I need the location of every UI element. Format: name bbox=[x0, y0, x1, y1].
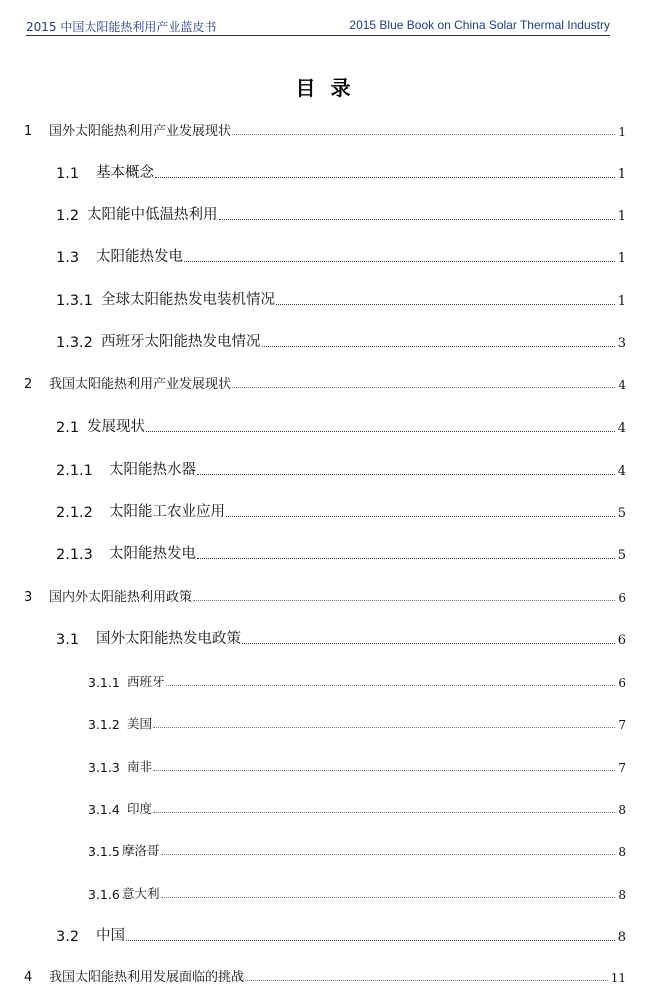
toc-leader bbox=[197, 558, 615, 559]
toc-page-number: 1 bbox=[617, 209, 626, 224]
toc-entry[interactable] bbox=[56, 459, 626, 479]
toc-leader bbox=[232, 387, 615, 388]
toc-entry[interactable] bbox=[24, 587, 626, 605]
toc-number: 2 bbox=[24, 377, 33, 392]
toc-leader bbox=[146, 431, 615, 432]
toc-entry[interactable] bbox=[24, 374, 626, 392]
toc-leader bbox=[226, 516, 615, 517]
toc-text: 国内外太阳能热利用政策 bbox=[49, 590, 193, 605]
toc-leader bbox=[262, 346, 615, 347]
toc-text: 我国太阳能热利用发展面临的挑战 bbox=[49, 970, 245, 985]
toc-number: 3.1.5 bbox=[88, 844, 120, 859]
toc-page-number: 8 bbox=[618, 845, 626, 859]
toc-number: 2.1.3 bbox=[56, 547, 93, 563]
toc-text: 西班牙太阳能热发电情况 bbox=[101, 334, 261, 350]
toc-number: 1.3 bbox=[56, 250, 80, 266]
toc-page-number: 6 bbox=[618, 676, 626, 690]
toc-leader bbox=[153, 770, 615, 771]
header-title-en: 2015 Blue Book on China Solar Thermal Industry bbox=[349, 18, 610, 32]
toc-leader bbox=[184, 261, 615, 262]
header-rule bbox=[26, 35, 610, 36]
toc-entry[interactable] bbox=[88, 714, 626, 732]
toc-text: 国外太阳能热利用产业发展现状 bbox=[49, 124, 232, 139]
toc-leader bbox=[193, 600, 615, 601]
toc-entry[interactable] bbox=[88, 799, 626, 817]
toc-entry[interactable] bbox=[56, 628, 626, 648]
toc-text: 太阳能热水器 bbox=[109, 462, 196, 478]
toc-number: 2.1 bbox=[56, 420, 80, 436]
toc-text: 太阳能工农业应用 bbox=[109, 504, 225, 520]
toc-leader bbox=[197, 474, 615, 475]
toc-entry[interactable] bbox=[56, 416, 626, 436]
toc-text: 西班牙 bbox=[127, 674, 165, 689]
toc-page-number: 7 bbox=[618, 761, 626, 775]
toc-number: 1.1 bbox=[56, 166, 80, 182]
toc-leader bbox=[161, 897, 616, 898]
toc-leader bbox=[245, 980, 608, 981]
toc-page-number: 5 bbox=[617, 506, 626, 521]
toc-page-number: 5 bbox=[617, 548, 626, 563]
toc-entry[interactable] bbox=[88, 672, 626, 690]
toc-text: 美国 bbox=[127, 716, 153, 731]
toc-page-number: 8 bbox=[618, 803, 626, 817]
toc-text: 意大利 bbox=[122, 886, 160, 901]
toc-page-number: 1 bbox=[618, 125, 626, 139]
toc-number: 3.1.6 bbox=[88, 887, 120, 902]
toc-entry[interactable] bbox=[24, 121, 626, 139]
toc-text: 发展现状 bbox=[87, 419, 145, 435]
toc-page-number: 8 bbox=[617, 930, 626, 945]
toc-number: 3 bbox=[24, 590, 33, 605]
toc-number: 2.1.1 bbox=[56, 463, 93, 479]
toc-text: 太阳能中低温热利用 bbox=[87, 207, 218, 223]
toc-text: 南非 bbox=[127, 759, 153, 774]
toc-page-number: 4 bbox=[618, 378, 626, 392]
toc-entry[interactable] bbox=[56, 289, 626, 309]
toc-leader bbox=[155, 177, 615, 178]
toc-number: 1.3.2 bbox=[56, 335, 93, 351]
toc-leader bbox=[276, 304, 615, 305]
toc-leader bbox=[126, 940, 615, 941]
toc-text: 全球太阳能热发电装机情况 bbox=[101, 292, 275, 308]
header-title-cn: 2015 中国太阳能热利用产业蓝皮书 bbox=[26, 20, 217, 34]
toc-number: 1.2 bbox=[56, 208, 80, 224]
toc-text: 基本概念 bbox=[96, 165, 154, 181]
toc-page-number: 1 bbox=[617, 294, 626, 309]
toc-page-number: 3 bbox=[617, 336, 626, 351]
toc-text: 印度 bbox=[127, 801, 153, 816]
toc-number: 3.1 bbox=[56, 632, 80, 648]
toc-number: 1 bbox=[24, 124, 33, 139]
toc-page-number: 11 bbox=[610, 971, 626, 985]
toc-page-number: 1 bbox=[617, 167, 626, 182]
toc-leader bbox=[153, 812, 615, 813]
toc-page-number: 1 bbox=[617, 251, 626, 266]
toc-page-number: 4 bbox=[617, 421, 626, 436]
toc-number: 3.1.2 bbox=[88, 717, 120, 732]
toc-number: 3.1.3 bbox=[88, 760, 120, 775]
toc-text: 太阳能热发电 bbox=[109, 546, 196, 562]
toc-text: 太阳能热发电 bbox=[96, 249, 183, 265]
toc-entry[interactable] bbox=[56, 501, 626, 521]
toc-text: 国外太阳能热发电政策 bbox=[96, 631, 241, 647]
toc-entry[interactable] bbox=[56, 925, 626, 945]
toc-leader bbox=[166, 685, 616, 686]
toc-leader bbox=[242, 643, 615, 644]
page-header bbox=[0, 0, 650, 38]
toc-entry[interactable] bbox=[56, 543, 626, 563]
toc-entry[interactable] bbox=[56, 162, 626, 182]
toc-leader bbox=[232, 134, 615, 135]
toc-page-number: 7 bbox=[618, 718, 626, 732]
toc-number: 3.2 bbox=[56, 929, 80, 945]
toc-text: 摩洛哥 bbox=[122, 843, 160, 858]
toc-number: 4 bbox=[24, 970, 33, 985]
toc-entry[interactable] bbox=[56, 246, 626, 266]
toc-number: 3.1.4 bbox=[88, 802, 120, 817]
toc-text: 我国太阳能热利用产业发展现状 bbox=[49, 377, 232, 392]
page-title: 目 录 bbox=[295, 76, 355, 100]
toc-leader bbox=[153, 727, 615, 728]
toc-number: 3.1.1 bbox=[88, 675, 120, 690]
toc-entry[interactable] bbox=[88, 884, 626, 902]
toc-number: 1.3.1 bbox=[56, 293, 93, 309]
toc-text: 中国 bbox=[96, 928, 125, 944]
toc-entry[interactable] bbox=[24, 967, 626, 985]
toc-entry[interactable] bbox=[56, 331, 626, 351]
toc-number: 2.1.2 bbox=[56, 505, 93, 521]
toc-page-number: 4 bbox=[617, 464, 626, 479]
toc-leader bbox=[161, 854, 616, 855]
toc-page-number: 6 bbox=[617, 633, 626, 648]
toc-page-number: 8 bbox=[618, 888, 626, 902]
toc-entry[interactable] bbox=[88, 841, 626, 859]
toc-entry[interactable] bbox=[56, 204, 626, 224]
toc-page-number: 6 bbox=[618, 591, 626, 605]
toc-leader bbox=[219, 219, 615, 220]
toc-entry[interactable] bbox=[88, 757, 626, 775]
